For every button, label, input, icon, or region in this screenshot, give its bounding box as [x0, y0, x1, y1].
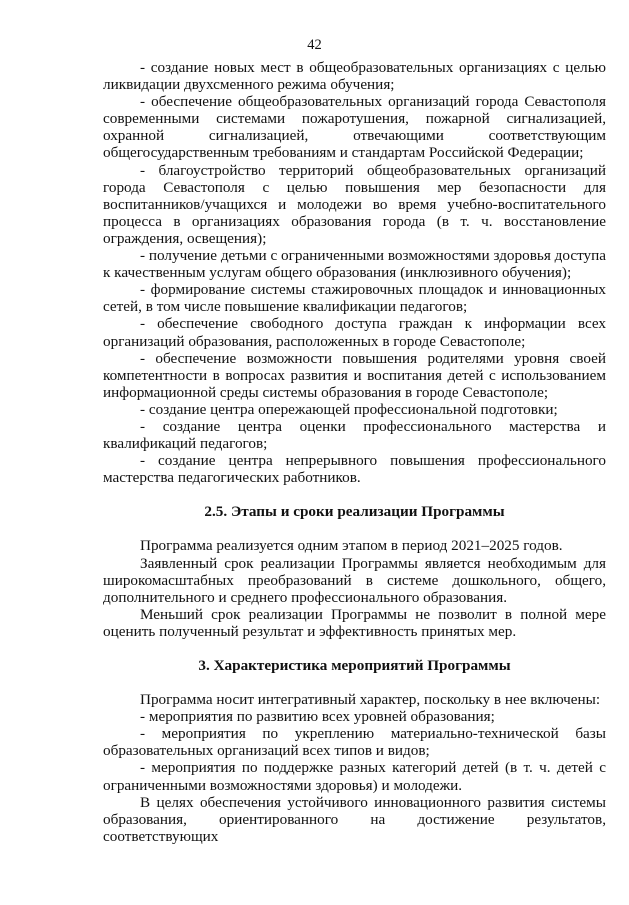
list-item: - создание центра опережающей профессиональной подготовки; — [140, 400, 558, 418]
section-heading: 2.5. Этапы и сроки реализации Программы — [204, 503, 505, 521]
section-heading: 3. Характеристика мероприятий Программы — [198, 657, 511, 674]
list-item: - мероприятия по укреплению материально-технической базы образовательных организаций всех типов и видов; — [103, 725, 606, 760]
list-item: - мероприятия по развитию всех уровней образования; — [140, 708, 495, 726]
paragraph: Заявленный срок реализации Программы является необходимым для широкомасштабных преобразований в системе дошкольного, общего, дополнительного и среднего профессионального образования. — [103, 554, 606, 606]
paragraph: Программа носит интегративный характер, поскольку в нее включены: — [140, 691, 601, 709]
page-number: 42 — [307, 37, 322, 53]
list-item: - обеспечение свободного доступа граждан к информации всех организаций образования, расположенных в городе Севастополе; — [103, 315, 606, 350]
list-item: - благоустройство территорий общеобразовательных организаций города Севастополя с целью повышения мер безопасности для воспитанников/учащихся и молодежи во время учебно-воспитательного процесса в организациях образования города (в т. ч. восстановление ограждения, освещения); — [103, 161, 606, 247]
list-item: - получение детьми с ограниченными возможностями здоровья доступа к качественным услугам общего образования (инклюзивного обучения); — [103, 247, 606, 282]
list-item: - формирование системы стажировочных площадок и инновационных сетей, в том числе повышение квалификации педагогов; — [103, 281, 606, 316]
list-item: - создание центра непрерывного повышения профессионального мастерства педагогических работников. — [103, 452, 606, 487]
list-item: - мероприятия по поддержке разных категорий детей (в т. ч. детей с ограниченными возможностями здоровья) и молодежи. — [103, 759, 606, 794]
list-item: - обеспечение общеобразовательных организаций города Севастополя современными системами пожаротушения, пожарной сигнализацией, охранной сигнализацией, отвечающими соответствующим общегосударственным требованиям и стандартам Российской Федерации; — [103, 93, 606, 162]
paragraph: В целях обеспечения устойчивого инновационного развития системы образования, ориентированного на достижение результатов, соответствующих — [103, 793, 606, 845]
paragraph: Меньший срок реализации Программы не позволит в полной мере оценить полученный результат и эффективность принятых мер. — [103, 605, 606, 640]
paragraph: Программа реализуется одним этапом в период 2021–2025 годов. — [140, 537, 563, 555]
list-item: - создание центра оценки профессионального мастерства и квалификаций педагогов; — [103, 417, 606, 453]
page-body — [103, 59, 606, 845]
list-item: - создание новых мест в общеобразовательных организациях с целью ликвидации двухсменного режима обучения; — [103, 59, 606, 94]
list-item: - обеспечение возможности повышения родителями уровня своей компетентности в вопросах развития и воспитания детей с использованием информационной среды системы образования в городе Севастополе; — [103, 349, 606, 401]
